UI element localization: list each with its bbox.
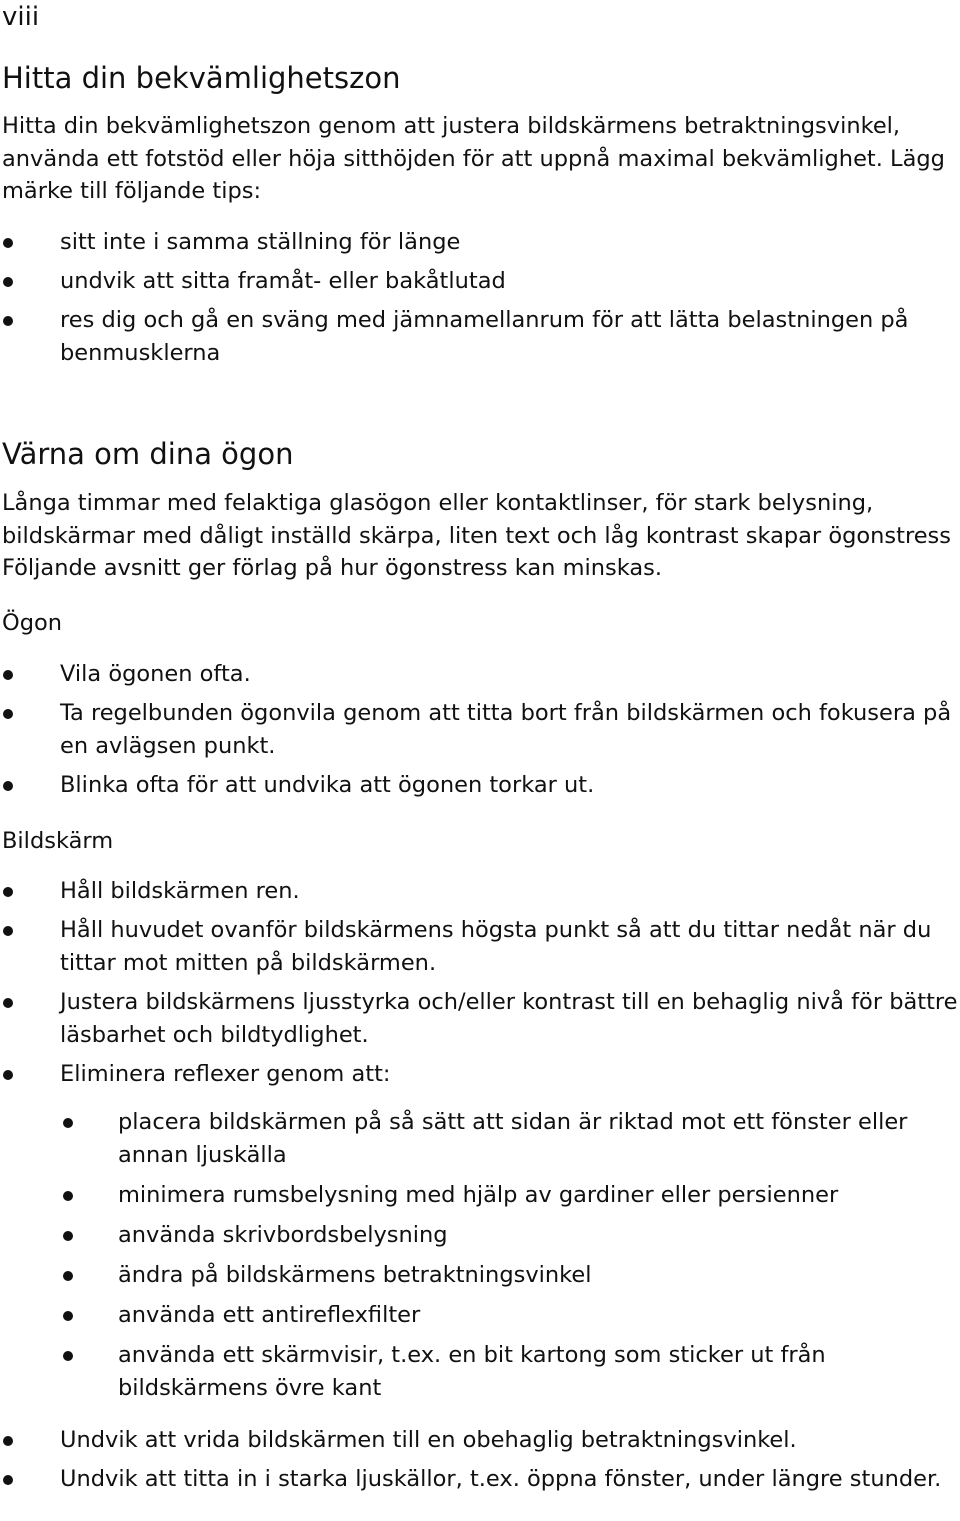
bullet-icon <box>3 277 13 287</box>
list-item: ändra på bildskärmens betraktningsvinkel <box>60 1259 958 1292</box>
bullet-icon <box>3 998 13 1008</box>
bullet-icon <box>3 709 13 719</box>
bullet-icon <box>63 1231 73 1241</box>
eye-care-intro: Långa timmar med felaktiga glasögon eller kontaktlinser, för stark belysning, bildskärmar med dåligt inställd skärpa, liten text och låg kontrast skapar ögonstress Följande avsnitt ger förlag på hur ögonstress kan minskas. <box>2 490 951 581</box>
bullet-icon <box>3 238 13 248</box>
bullet-icon <box>3 1475 13 1485</box>
list-item: Vila ögonen ofta. <box>0 658 958 691</box>
page-number: viii <box>2 2 40 32</box>
section-title-comfort-zone: Hitta din bekvämlighetszon <box>2 61 401 95</box>
section-title-eye-care: Värna om dina ögon <box>2 437 294 471</box>
bullet-icon <box>63 1118 73 1128</box>
list-item: Undvik att titta in i starka ljuskällor, t.ex. öppna fönster, under längre stunder. <box>0 1463 958 1496</box>
list-item: Håll bildskärmen ren. <box>0 875 958 908</box>
list-item: Ta regelbunden ögonvila genom att titta bort från bildskärmen och fokusera på en avlägsen punkt. <box>0 697 958 763</box>
list-item: undvik att sitta framåt- eller bakåtlutad <box>0 265 958 298</box>
bullet-icon <box>63 1311 73 1321</box>
list-item: sitt inte i samma ställning för länge <box>0 226 958 259</box>
display-subheading: Bildskärm <box>2 828 114 854</box>
bullet-icon <box>63 1351 73 1361</box>
list-item: res dig och gå en sväng med jämnamellanrum för att lätta belastningen på benmusklerna <box>0 304 958 370</box>
list-item: placera bildskärmen på så sätt att sidan är riktad mot ett fönster eller annan ljuskälla <box>60 1106 958 1172</box>
comfort-zone-intro: Hitta din bekvämlighetszon genom att justera bildskärmens betraktningsvinkel, använda ett fotstöd eller höja sitthöjden för att uppnå maximal bekvämlighet. Lägg märke till följande tips: <box>2 113 945 204</box>
comfort-tips-list <box>0 226 958 376</box>
list-item: Håll huvudet ovanför bildskärmens högsta punkt så att du tittar nedåt när du tittar mot mitten på bildskärmen. <box>0 914 958 980</box>
reflex-sublist <box>60 1106 958 1412</box>
list-item: använda ett skärmvisir, t.ex. en bit kartong som sticker ut från bildskärmens övre kant <box>60 1339 958 1405</box>
list-item: Undvik att vrida bildskärmen till en obehaglig betraktningsvinkel. <box>0 1424 958 1457</box>
eyes-list <box>0 658 958 808</box>
bullet-icon <box>3 670 13 680</box>
list-item: använda skrivbordsbelysning <box>60 1219 958 1252</box>
list-item: Justera bildskärmens ljusstyrka och/eller kontrast till en behaglig nivå för bättre läsbarhet och bildtydlighet. <box>0 986 958 1052</box>
bullet-icon <box>3 781 13 791</box>
list-item: Eliminera reflexer genom att: <box>0 1058 958 1091</box>
bullet-icon <box>3 1436 13 1446</box>
bullet-icon <box>63 1271 73 1281</box>
bullet-icon <box>3 1070 13 1080</box>
list-item: minimera rumsbelysning med hjälp av gardiner eller persienner <box>60 1179 958 1212</box>
bullet-icon <box>3 316 13 326</box>
list-item: använda ett antireflexfilter <box>60 1299 958 1332</box>
bullet-icon <box>3 887 13 897</box>
eyes-subheading: Ögon <box>2 610 63 636</box>
display-list-continued <box>0 1424 958 1502</box>
list-item: Blinka ofta för att undvika att ögonen torkar ut. <box>0 769 958 802</box>
display-list <box>0 875 958 1097</box>
bullet-icon <box>63 1191 73 1201</box>
bullet-icon <box>3 926 13 936</box>
